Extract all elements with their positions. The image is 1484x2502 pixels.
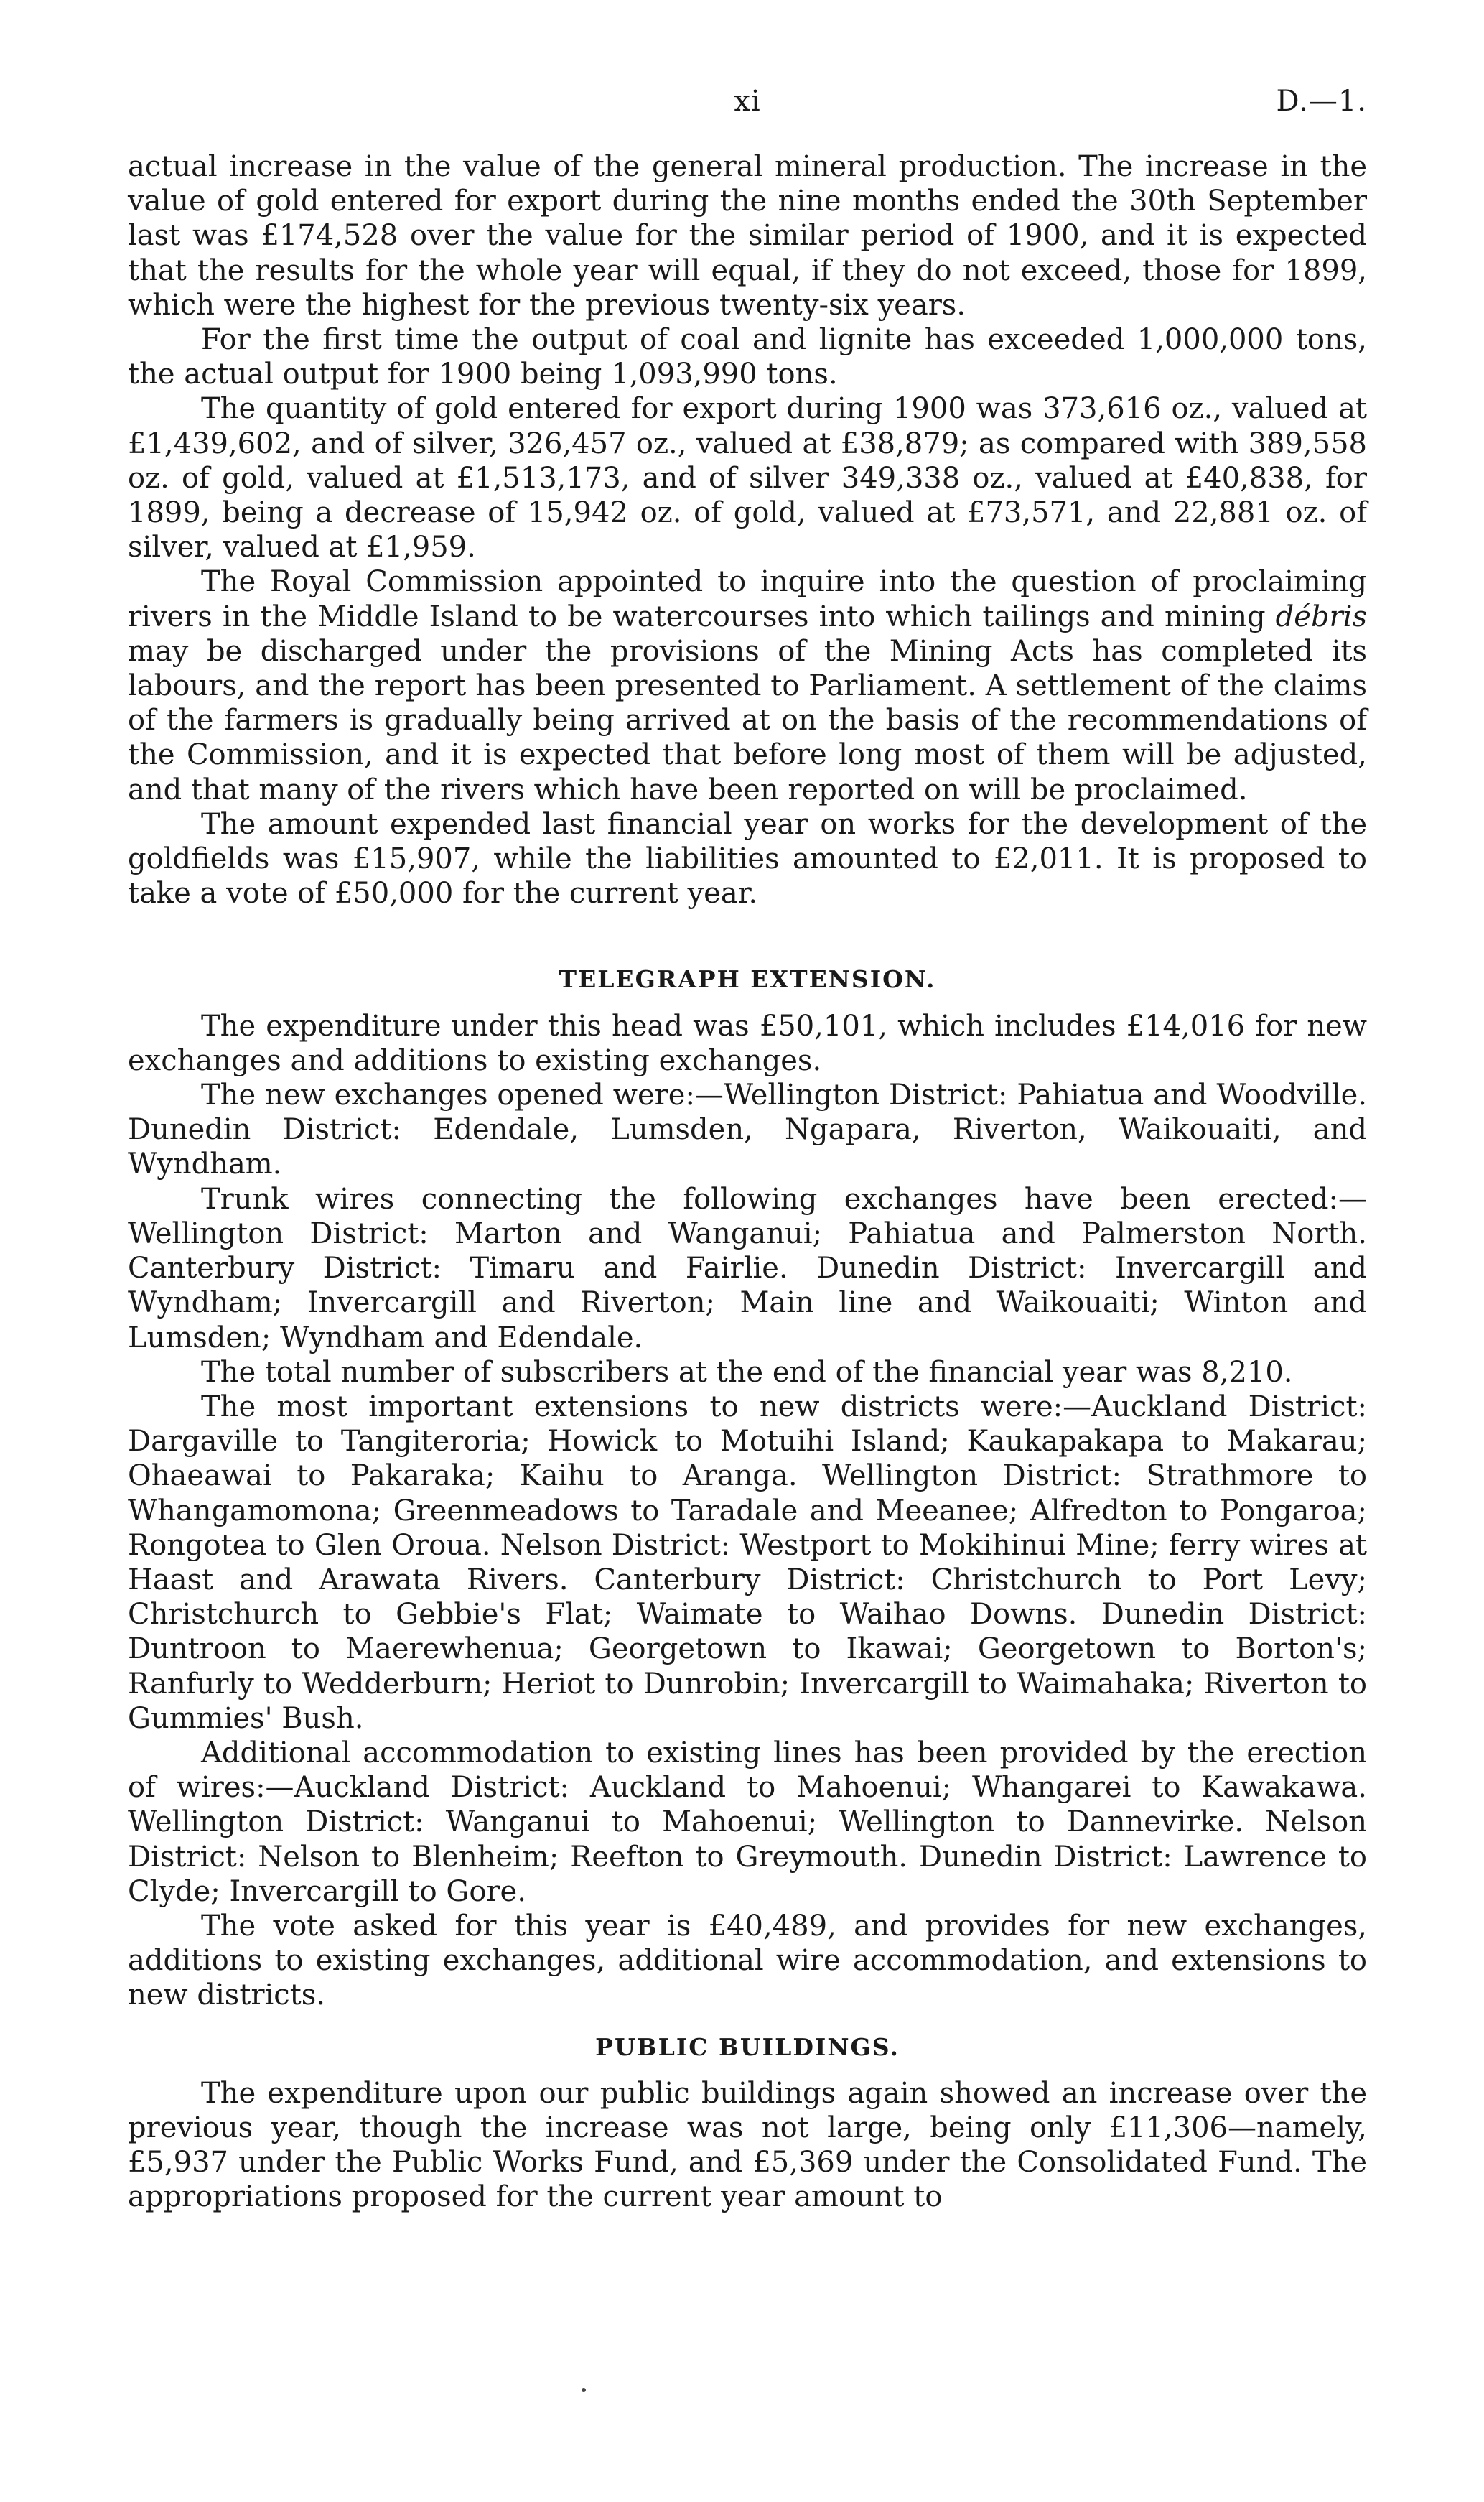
paragraph-royal-commission	[128, 564, 1367, 806]
paragraph-subscribers: The total number of subscribers at the end of the financial year was 8,210.	[201, 1355, 1293, 1389]
paragraph-mineral-production: actual increase in the value of the general mineral production. The increase in the value of gold entered for export during the nine months ended the 30th September last was £174,528 over the value for the similar period of 1900, and it is expected that the results for the whole year will equal, if they do not exceed, those for 1899, which were the highest for the previous twenty-six years.	[128, 150, 1367, 322]
section-heading-public-buildings: PUBLIC BUILDINGS.	[595, 2032, 900, 2061]
royal-commission-text-end: may be discharged under the provisions of the Mining Acts has completed its labours, and the report has been presented to Parliament. A settlement of the claims of the farmers is gradually being arrived at on the basis of the recommendations of the Commission, and it is expected that before long most of them will be adjusted, and that many of the rivers which have been reported on will be proclaimed.	[128, 634, 1367, 806]
italic-debris: débris	[1275, 600, 1367, 633]
paragraph-extensions: The most important extensions to new districts were:—Auckland District: Dargaville to Tangiteroria; Howick to Motuihi Island; Kaukapakapa to Makarau; Ohaeawai to Pakaraka; Kaihu to Aranga. Wellington District: Strathmore to Whangamomona; Greenmeadows to Taradale and Meeanee; Alfredton to Pongaroa; Rongotea to Glen Oroua. Nelson District: Westport to Mokihinui Mine; ferry wires at Haast and Arawata Rivers. Canterbury District: Christchurch to Port Levy; Christchurch to Gebbie's Flat; Waimate to Waihao Downs. Dunedin District: Duntroon to Maerewhenua; Georgetown to Ikawai; Georgetown to Borton's; Ranfurly to Wedderburn; Heriot to Dunrobin; Invercargill to Waimahaka; Riverton to Gummies' Bush.	[128, 1390, 1367, 1735]
page-header	[128, 85, 1367, 128]
paragraph-goldfields-expenditure: The amount expended last financial year on works for the development of the goldfields was £15,907, while the liabilities amounted to £2,011. It is proposed to take a vote of £50,000 for the current year.	[128, 807, 1367, 911]
footer-dot	[582, 2388, 586, 2392]
document-reference: D.—1.	[1276, 85, 1367, 118]
paragraph-coal-output: For the first time the output of coal and lignite has exceeded 1,000,000 tons, the actual output for 1900 being 1,093,990 tons.	[128, 323, 1367, 391]
paragraph-trunk-wires: Trunk wires connecting the following exchanges have been erected:—Wellington District: Marton and Wanganui; Pahiatua and Palmerston North. Canterbury District: Timaru and Fairlie. Dunedin District: Invercargill and Wyndham; Invercargill and Riverton; Main line and Waikouaiti; Winton and Lumsden; Wyndham and Edendale.	[128, 1182, 1367, 1354]
paragraph-gold-export: The quantity of gold entered for export during 1900 was 373,616 oz., valued at £1,439,602, and of silver, 326,457 oz., valued at £38,879; as compared with 389,558 oz. of gold, valued at £1,513,173, and of silver 349,338 oz., valued at £40,838, for 1899, being a decrease of 15,942 oz. of gold, valued at £73,571, and 22,881 oz. of silver, valued at £1,959.	[128, 392, 1367, 564]
paragraph-telegraph-vote: The vote asked for this year is £40,489, and provides for new exchanges, additions to existing exchanges, additional wire accommodation, and extensions to new districts.	[128, 1909, 1367, 2012]
document-page	[128, 0, 1367, 2502]
royal-commission-text-start: The Royal Commission appointed to inquire into the question of proclaiming rivers in the Middle Island to be watercourses into which tailings and mining	[128, 565, 1367, 633]
page-number: xi	[734, 85, 761, 118]
section-heading-telegraph: TELEGRAPH EXTENSION.	[559, 965, 936, 994]
paragraph-additional-accommodation: Additional accommodation to existing lines has been provided by the erection of wires:—Auckland District: Auckland to Mahoenui; Whangarei to Kawakawa. Wellington District: Wanganui to Mahoenui; Wellington to Dannevirke. Nelson District: Nelson to Blenheim; Reefton to Greymouth. Dunedin District: Lawrence to Clyde; Invercargill to Gore.	[128, 1736, 1367, 1908]
paragraph-public-buildings: The expenditure upon our public buildings again showed an increase over the previous year, though the increase was not large, being only £11,306—namely, £5,937 under the Public Works Fund, and £5,369 under the Consolidated Fund. The appropriations proposed for the current year amount to	[128, 2076, 1367, 2214]
paragraph-telegraph-expenditure: The expenditure under this head was £50,101, which includes £14,016 for new exchanges and additions to existing exchanges.	[128, 1009, 1367, 1077]
body-text	[128, 149, 1367, 2215]
paragraph-new-exchanges: The new exchanges opened were:—Wellington District: Pahiatua and Woodville. Dunedin District: Edendale, Lumsden, Ngapara, Riverton, Waikouaiti, and Wyndham.	[128, 1079, 1367, 1181]
